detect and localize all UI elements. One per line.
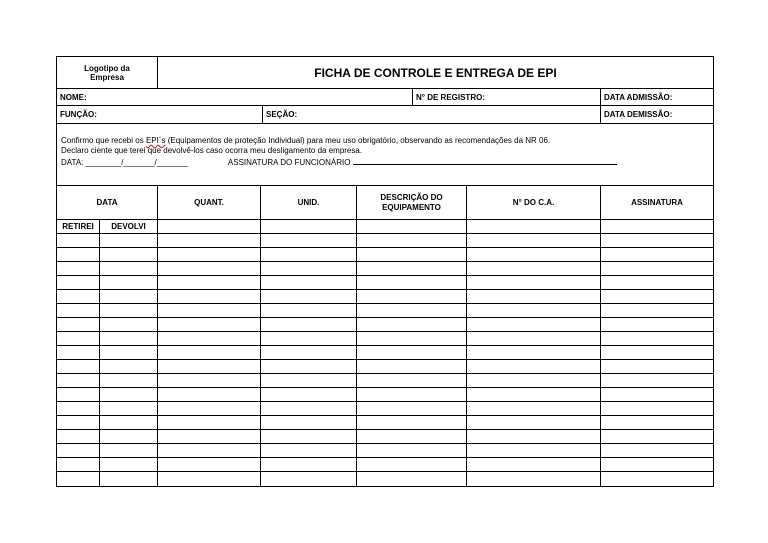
table-cell[interactable] bbox=[467, 472, 601, 486]
table-subheader-row bbox=[57, 220, 713, 234]
table-cell[interactable] bbox=[158, 276, 261, 289]
table-cell[interactable] bbox=[158, 374, 261, 387]
subheader-empty bbox=[158, 220, 261, 233]
table-cell[interactable] bbox=[467, 458, 601, 471]
table-cell[interactable] bbox=[601, 402, 713, 415]
table-cell[interactable] bbox=[357, 304, 467, 317]
table-cell[interactable] bbox=[100, 248, 158, 261]
table-cell[interactable] bbox=[357, 416, 467, 429]
table-cell[interactable] bbox=[261, 402, 357, 415]
col-header-data: DATA bbox=[57, 186, 158, 219]
table-cell[interactable] bbox=[357, 262, 467, 275]
table-cell[interactable] bbox=[467, 402, 601, 415]
table-cell[interactable] bbox=[467, 318, 601, 331]
assinatura-label: ASSINATURA DO FUNCIONÁRIO bbox=[227, 158, 351, 167]
logo-line-1: Logotipo da bbox=[84, 63, 130, 73]
table-cell[interactable] bbox=[158, 388, 261, 401]
table-row bbox=[57, 248, 713, 262]
form-title: FICHA DE CONTROLE E ENTREGA DE EPI bbox=[314, 65, 557, 80]
table-cell[interactable] bbox=[261, 276, 357, 289]
declaration-block bbox=[57, 124, 713, 186]
col-header-ca: N° DO C.A. bbox=[467, 186, 601, 219]
funcao-field[interactable]: FUNÇÃO: bbox=[57, 106, 263, 123]
table-cell[interactable] bbox=[261, 248, 357, 261]
table-cell[interactable] bbox=[158, 360, 261, 373]
col-header-devolvi: DEVOLVI bbox=[100, 220, 158, 233]
col-header-assinatura: ASSINATURA bbox=[631, 197, 683, 207]
table-cell[interactable] bbox=[467, 360, 601, 373]
table-cell[interactable] bbox=[57, 332, 100, 345]
table-cell[interactable] bbox=[158, 430, 261, 443]
table-cell[interactable] bbox=[601, 472, 713, 486]
table-cell[interactable] bbox=[467, 346, 601, 359]
table-cell[interactable] bbox=[261, 262, 357, 275]
table-cell[interactable] bbox=[357, 332, 467, 345]
table-row bbox=[57, 402, 713, 416]
table-cell[interactable] bbox=[601, 346, 713, 359]
table-cell[interactable] bbox=[601, 318, 713, 331]
table-cell[interactable] bbox=[357, 234, 467, 247]
table-cell[interactable] bbox=[467, 304, 601, 317]
table-cell[interactable] bbox=[357, 360, 467, 373]
table-cell[interactable] bbox=[261, 444, 357, 457]
table-cell[interactable] bbox=[357, 248, 467, 261]
table-cell[interactable] bbox=[100, 304, 158, 317]
table-cell[interactable] bbox=[100, 318, 158, 331]
table-row bbox=[57, 416, 713, 430]
table-cell[interactable] bbox=[57, 360, 100, 373]
table-row bbox=[57, 444, 713, 458]
table-cell[interactable] bbox=[100, 360, 158, 373]
table-cell[interactable] bbox=[357, 374, 467, 387]
table-cell[interactable] bbox=[601, 332, 713, 345]
table-row bbox=[57, 304, 713, 318]
declaration-line-3 bbox=[61, 156, 709, 168]
col-header-retirei: RETIREI bbox=[57, 220, 100, 233]
table-cell[interactable] bbox=[261, 304, 357, 317]
table-cell[interactable] bbox=[261, 360, 357, 373]
table-cell[interactable] bbox=[100, 444, 158, 457]
table-cell[interactable] bbox=[261, 374, 357, 387]
table-row bbox=[57, 458, 713, 472]
table-cell[interactable] bbox=[57, 374, 100, 387]
employee-row-2 bbox=[57, 106, 713, 124]
table-cell[interactable] bbox=[261, 346, 357, 359]
table-cell[interactable] bbox=[158, 234, 261, 247]
table-cell[interactable] bbox=[57, 444, 100, 457]
table-cell[interactable] bbox=[57, 276, 100, 289]
table-cell[interactable] bbox=[601, 374, 713, 387]
logo-line-2: Empresa bbox=[90, 72, 124, 82]
table-cell[interactable] bbox=[57, 388, 100, 401]
declaration-line-2: Declaro ciente que terei que devolvê-los caso ocorra meu desligamento da empresa. bbox=[61, 146, 363, 155]
col-header-quant: QUANT. bbox=[158, 186, 261, 219]
table-cell[interactable] bbox=[467, 332, 601, 345]
table-cell[interactable] bbox=[467, 234, 601, 247]
table-cell[interactable] bbox=[601, 290, 713, 303]
table-cell[interactable] bbox=[57, 346, 100, 359]
subheader-empty bbox=[467, 220, 601, 233]
table-cell[interactable] bbox=[601, 458, 713, 471]
table-cell[interactable] bbox=[357, 458, 467, 471]
table-row bbox=[57, 388, 713, 402]
table-cell[interactable] bbox=[357, 290, 467, 303]
table-row bbox=[57, 318, 713, 332]
table-cell[interactable] bbox=[601, 430, 713, 443]
signature-line[interactable] bbox=[353, 156, 617, 165]
declaration-text-post: (Equipamentos de proteção Individual) para meu uso obrigatório, observando as recomendações da NR 06. bbox=[165, 136, 551, 145]
table-cell[interactable] bbox=[467, 388, 601, 401]
table-cell[interactable] bbox=[100, 472, 158, 486]
table-cell[interactable] bbox=[261, 332, 357, 345]
table-cell[interactable] bbox=[601, 388, 713, 401]
table-cell[interactable] bbox=[100, 346, 158, 359]
table-cell[interactable] bbox=[57, 248, 100, 261]
table-cell[interactable] bbox=[357, 402, 467, 415]
table-cell[interactable] bbox=[57, 304, 100, 317]
table-cell[interactable] bbox=[357, 430, 467, 443]
table-row bbox=[57, 262, 713, 276]
table-cell[interactable] bbox=[261, 472, 357, 486]
subheader-empty bbox=[601, 220, 713, 233]
table-cell[interactable] bbox=[601, 234, 713, 247]
subheader-empty bbox=[357, 220, 467, 233]
table-cell[interactable] bbox=[261, 458, 357, 471]
table-cell[interactable] bbox=[100, 388, 158, 401]
table-cell[interactable] bbox=[57, 290, 100, 303]
table-row bbox=[57, 290, 713, 304]
table-cell[interactable] bbox=[57, 318, 100, 331]
registro-field[interactable]: N° DE REGISTRO: bbox=[413, 89, 601, 105]
table-cell[interactable] bbox=[467, 262, 601, 275]
table-cell[interactable] bbox=[467, 374, 601, 387]
col-header-descricao bbox=[357, 186, 467, 219]
table-cell[interactable] bbox=[100, 234, 158, 247]
table-cell[interactable] bbox=[100, 374, 158, 387]
table-cell[interactable] bbox=[158, 444, 261, 457]
table-cell[interactable] bbox=[100, 332, 158, 345]
table-cell[interactable] bbox=[100, 430, 158, 443]
table-cell[interactable] bbox=[100, 416, 158, 429]
table-cell[interactable] bbox=[100, 262, 158, 275]
table-cell[interactable] bbox=[601, 304, 713, 317]
table-cell[interactable] bbox=[158, 248, 261, 261]
table-row bbox=[57, 472, 713, 486]
table-cell[interactable] bbox=[261, 416, 357, 429]
table-cell[interactable] bbox=[100, 290, 158, 303]
table-row bbox=[57, 346, 713, 360]
table-cell[interactable] bbox=[57, 416, 100, 429]
table-cell[interactable] bbox=[261, 234, 357, 247]
table-cell[interactable] bbox=[158, 458, 261, 471]
table-row bbox=[57, 360, 713, 374]
table-cell[interactable] bbox=[601, 262, 713, 275]
table-cell[interactable] bbox=[158, 472, 261, 486]
company-logo-placeholder bbox=[57, 57, 158, 88]
secao-field[interactable]: SEÇÃO: bbox=[263, 106, 601, 123]
table-cell[interactable] bbox=[158, 318, 261, 331]
table-cell[interactable] bbox=[601, 444, 713, 457]
epis-term: EPI´s bbox=[145, 136, 166, 145]
table-cell[interactable] bbox=[158, 346, 261, 359]
table-cell[interactable] bbox=[357, 318, 467, 331]
date-blank[interactable]: DATA: ________/_______/_______ bbox=[61, 158, 188, 167]
nome-field[interactable]: NOME: bbox=[57, 89, 413, 105]
col-header-unid: UNID. bbox=[261, 186, 357, 219]
subheader-empty bbox=[261, 220, 357, 233]
employee-row-1 bbox=[57, 89, 713, 106]
table-cell[interactable] bbox=[467, 276, 601, 289]
table-cell[interactable] bbox=[601, 416, 713, 429]
table-cell[interactable] bbox=[601, 248, 713, 261]
table-cell[interactable] bbox=[467, 248, 601, 261]
table-cell[interactable] bbox=[601, 360, 713, 373]
table-cell[interactable] bbox=[261, 290, 357, 303]
table-row bbox=[57, 430, 713, 444]
table-cell[interactable] bbox=[100, 276, 158, 289]
table-body bbox=[57, 234, 713, 486]
table-cell[interactable] bbox=[261, 318, 357, 331]
table-cell[interactable] bbox=[467, 444, 601, 457]
epi-control-form bbox=[56, 56, 714, 487]
table-cell[interactable] bbox=[57, 262, 100, 275]
table-cell[interactable] bbox=[467, 290, 601, 303]
table-cell[interactable] bbox=[357, 276, 467, 289]
table-cell[interactable] bbox=[357, 444, 467, 457]
table-cell[interactable] bbox=[57, 430, 100, 443]
declaration-line-1 bbox=[61, 136, 709, 146]
table-cell[interactable] bbox=[261, 430, 357, 443]
table-cell[interactable] bbox=[467, 416, 601, 429]
table-cell[interactable] bbox=[158, 402, 261, 415]
table-cell[interactable] bbox=[158, 332, 261, 345]
table-cell[interactable] bbox=[158, 290, 261, 303]
declaration-text-pre: Confirmo que recebi os bbox=[61, 136, 146, 145]
table-row bbox=[57, 276, 713, 290]
table-cell[interactable] bbox=[601, 276, 713, 289]
table-cell[interactable] bbox=[357, 388, 467, 401]
table-row bbox=[57, 234, 713, 248]
table-cell[interactable] bbox=[261, 388, 357, 401]
table-cell[interactable] bbox=[100, 458, 158, 471]
table-cell[interactable] bbox=[57, 234, 100, 247]
table-cell[interactable] bbox=[158, 416, 261, 429]
table-cell[interactable] bbox=[467, 430, 601, 443]
table-cell[interactable] bbox=[57, 472, 100, 486]
table-row bbox=[57, 332, 713, 346]
descricao-line-2: EQUIPAMENTO bbox=[382, 202, 441, 212]
table-cell[interactable] bbox=[357, 346, 467, 359]
data-admissao-field[interactable]: DATA ADMISSÃO: bbox=[604, 92, 673, 102]
data-demissao-field[interactable]: DATA DEMISSÃO: bbox=[604, 110, 673, 119]
table-cell[interactable] bbox=[357, 472, 467, 486]
table-cell[interactable] bbox=[100, 402, 158, 415]
table-header-row bbox=[57, 186, 713, 220]
table-cell[interactable] bbox=[158, 304, 261, 317]
table-row bbox=[57, 374, 713, 388]
header-row bbox=[57, 57, 713, 89]
table-cell[interactable] bbox=[57, 402, 100, 415]
descricao-line-1: DESCRIÇÃO DO bbox=[380, 192, 443, 202]
table-cell[interactable] bbox=[158, 262, 261, 275]
table-cell[interactable] bbox=[57, 458, 100, 471]
